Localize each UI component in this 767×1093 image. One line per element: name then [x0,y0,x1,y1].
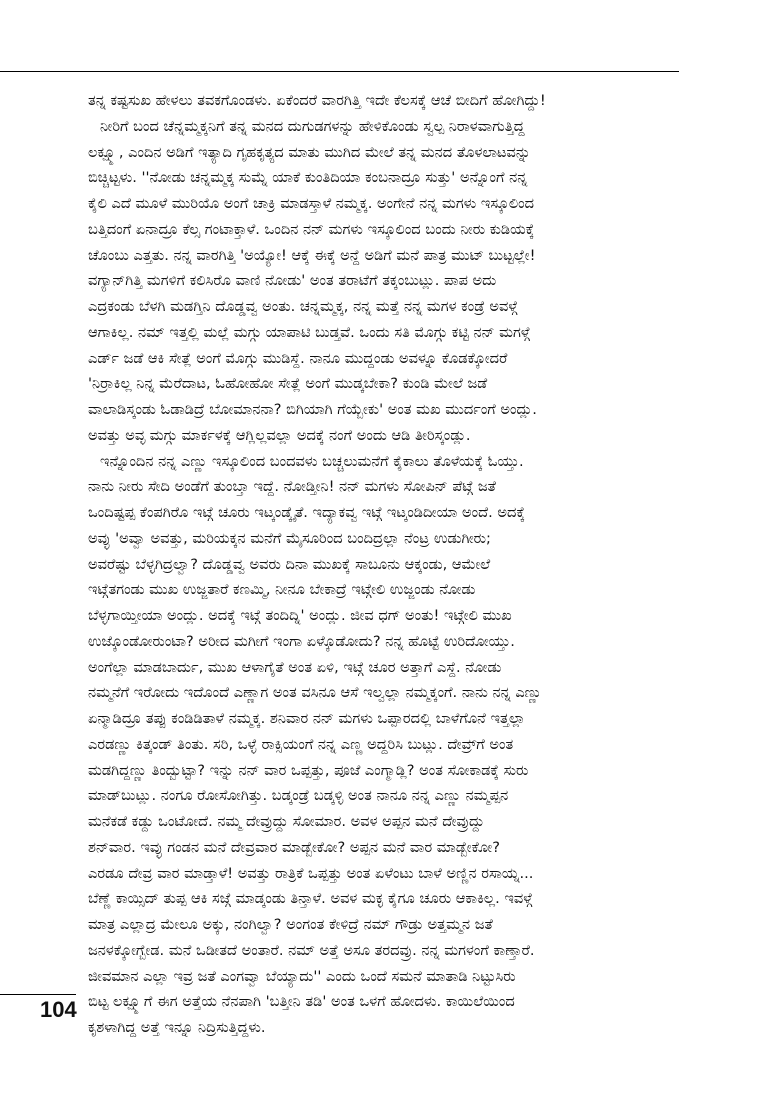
text-line: ಎದ್ರಕಂಡು ಬೆಳಗಿ ಮಡಗ್ತಿನಿ ದೊಡ್ಡವ್ವ ಅಂತು. ಚನ್ನಮ್ಮಕ್ಕ, ನನ್ನ ಮತ್ತೆ ನನ್ನ ಮಗಳ ಕಂಡ್ರೆ ಅವಳ್ಗೆ [88,298,518,315]
text-line: ಬತ್ತಿದಂಗೆ ಏನಾದ್ರೂ ಕೆಲ್ಸ ಗಂಟಾಕ್ತಾಳೆ. ಒಂದಿನ ನನ್ ಮಗಳು ಇಸ್ಕೂಲಿಂದ ಬಂದು ನೀರು ಕುಡಿಯಕ್ಕೆ [88,220,535,238]
text-line: ನಾನು ನೀರು ಸೇದಿ ಅಂಡೆಗೆ ತುಂಬ್ತಾ ಇದ್ದೆ. ನೋಡ್ತೀನಿ! ನನ್ ಮಗಳು ಸೋಪಿನ್ ಪೆಟ್ಗೆ ಜತೆ [88,478,496,496]
text-line: ಮಾಡ್‌ಬುಟ್ಲು. ನಂಗೂ ರೋಸೋಗಿತ್ತು. ಬಡ್ಕಂಡ್ರೆ ಬಡ್ಕಳ್ಳಿ ಅಂತ ನಾನೂ ನನ್ನ ಎಣ್ಣು ನಮ್ಮಪ್ಪನ [88,787,509,805]
header-rule [0,71,679,72]
text-line: ಆಗಾಕಿಲ್ಲ. ನಮ್ ಇತ್ತಲ್ಲಿ ಮಲ್ಲೆ ಮಗ್ಗು ಯಾಪಾಟಿ ಬುಡ್ತವೆ. ಒಂದು ಸತಿ ಮೊಗ್ಗು ಕಟ್ಟಿ ನನ್ ಮಗಳ್ಗೆ [88,323,531,341]
text-line: ಇಟ್ಗೆತಗಂಡು ಮುಖ ಉಜ್ಜತಾರೆ ಕಣಮ್ಮಿ, ನೀನೂ ಬೇಕಾದ್ರೆ ಇಟ್ಗೇಲಿ ಉಜ್ಜಂಡು ನೋಡು [88,581,476,599]
text-line: ವಾಲಾಡಿಸ್ಕಂಡು ಓಡಾಡಿದ್ರೆ ಬೋಮಾನನಾ? ಬಿಗಿಯಾಗಿ ಗೆಯ್ಬೇಕು' ಅಂತ ಮಖ ಮುರ್ದಂಗೆ ಅಂದ್ಲು. [88,401,537,418]
text-line: ತನ್ನ ಕಷ್ಟಸುಖ ಹೇಳಲು ತವಕಗೊಂಡಳು. ಏಕೆಂದರೆ ವಾರಗಿತ್ತಿ ಇದೇ ಕೆಲಸಕ್ಕೆ ಆಚೆ ಬೀದಿಗೆ ಹೋಗಿದ್ದು! [88,92,546,109]
text-line: ಚೊಂಬು ಎತ್ತತು. ನನ್ನ ವಾರಗಿತ್ತಿ 'ಅಯ್ಯೋ! ಆಕ್ಕೆ ಈಕ್ಕೆ ಅನ್ದೆ ಅಡಿಗೆ ಮನೆ ಪಾತ್ರ ಮುಟ್ ಬುಟ್ಟಲ್ಲೇ! [88,246,536,264]
text-line: ಬಿಚ್ಚಿಟ್ಟಳು. ''ನೋಡು ಚನ್ನಮ್ಮಕ್ಕ ಸುಮ್ನೆ ಯಾಕೆ ಕುಂತಿದಿಯಾ ಕಂಬನಾದ್ರೂ ಸುತ್ತು' ಅನ್ನೊಂಗೆ ನನ್ನ [88,169,528,187]
text-line: ಜನಳಕ್ಕೋಗ್ಬೇಡ. ಮನೆ ಒಡೀತದೆ ಅಂತಾರೆ. ನಮ್ ಅತ್ತೆ ಅಸೂ ತರದವ್ರು. ನನ್ನ ಮಗಳಂಗೆ ಕಾಣ್ತಾರೆ. [88,941,535,959]
text-line: ಬೆಳ್ಳಗಾಯ್ತೀಯಾ ಅಂದ್ಲು. ಅದಕ್ಕೆ ಇಟ್ಗೆ ತಂದಿದ್ನಿ' ಅಂದ್ಲು. ಜೀವ ಧಗ್ ಅಂತು! ಇಟ್ಗೇಲಿ ಮುಖ [88,607,512,624]
text-line: ಜೀವಮಾನ ಎಲ್ಲಾ ಇವ್ರ ಜತೆ ಎಂಗವ್ವಾ ಬೆಯ್ಯಾದು'' ಎಂದು ಒಂದೆ ಸಮನೆ ಮಾತಾಡಿ ನಿಟ್ಟುಸಿರು [88,967,516,985]
footer-rule [0,994,76,995]
text-line: ಅವರೆಷ್ಟು ಬೆಳ್ಳಗಿದ್ರಲ್ವಾ? ದೊಡ್ಡವ್ವ ಅವರು ದಿನಾ ಮುಖಕ್ಕೆ ಸಾಬೂನು ಆಕ್ಕಂಡು, ಆಮೇಲೆ [88,555,491,573]
text-line: ನಮ್ಮನೆಗೆ ಇರೋದು ಇದೊಂದೆ ಎಣ್ಣಾಗ ಅಂತ ವಸಿನೂ ಆಸೆ ಇಲ್ವಲ್ಲಾ ನಮ್ಮಕ್ಕಂಗೆ. ನಾನು ನನ್ನ ಎಣ್ಣು [88,684,542,702]
text-line: ಏನ್ಮಾಡಿದ್ರೂ ತಪ್ಪು ಕಂಡಿಡಿತಾಳೆ ನಮ್ಮಕ್ಕ. ಶನಿವಾರ ನನ್ ಮಗಳು ಒಪ್ಪಾರದಲ್ಲಿ ಬಾಳೆಗೊನೆ ಇತ್ತಲ್ಲಾ [88,710,526,727]
text-line: ಬೆಣ್ಣೆ ಕಾಯ್ಸಿದ್ ತುಪ್ಪ ಆಕಿ ಸಜ್ಗೆ ಮಾಡ್ಕಂಡು ತಿನ್ತಾಳೆ. ಅವಳ ಮಕ್ಳ ಕೈಗೂ ಚೂರು ಆಕಾಕಿಲ್ಲ. ಇವಳ್ಗೆ [88,890,533,908]
text-line: ಮಾತ್ರ ಎಲ್ಲಾದ್ರ ಮೇಲೂ ಅಕ್ಕು, ನಂಗಿಲ್ವಾ? ಅಂಗಂತ ಕೇಳಿದ್ರೆ ನಮ್ ಗೌಡ್ರು ಅತ್ತಮ್ಮನ ಜತೆ [88,916,493,933]
text-line: 'ನಿರ್ರಾಕಿಲ್ಲ ನಿನ್ನ ಮೆರೆದಾಟ, ಓಹೋಹೋ ಸೇತ್ಲೆ ಅಂಗೆ ಮುಡ್ಕಬೇಕಾ? ಕುಂಡಿ ಮೇಲೆ ಜಡೆ [88,375,488,393]
text-line: ಮಡಗಿದ್ದಣ್ಣು ತಿಂದ್ಬುಟ್ಟಾ? ಇನ್ನು ನನ್ ವಾರ ಒಪ್ಪತ್ತು, ಪೂಜೆ ಎಂಗ್ಮಾಡ್ಲಿ? ಅಂತ ಸೋಕಾಡಕ್ಕೆ ಸುರು [88,761,529,779]
text-line: ಅಂಗೆಲ್ಲಾ ಮಾಡಬಾರ್ದು, ಮುಖ ಆಳಾಗೈತೆ ಅಂತ ಏಳಿ, ಇಟ್ಗೆ ಚೂರ ಅತ್ತಾಗೆ ಎಸ್ದೆ. ನೋಡು [88,658,502,676]
text-line: ಇನ್ನೊಂದಿನ ನನ್ನ ಎಣ್ಣು ಇಸ್ಕೂಲಿಂದ ಬಂದವಳು ಬಚ್ಚಲುಮನೆಗೆ ಕೈಕಾಲು ತೊಳೆಯಕ್ಕೆ ಓಯ್ತು. [100,452,524,470]
text-line: ನೀರಿಗೆ ಬಂದ ಚೆನ್ನಮ್ಮಕ್ಕನಿಗೆ ತನ್ನ ಮನದ ದುಗುಡಗಳನ್ನು ಹೇಳಿಕೊಂಡು ಸ್ವಲ್ಪ ನಿರಾಳವಾಗುತ್ತಿದ್ದ [100,117,525,135]
text-line: ಎರಡೂ ದೇವ್ರ ವಾರ ಮಾಡ್ತಾಳೆ! ಅವತ್ತು ರಾತ್ರಿಕೆ ಒಪ್ಪತ್ತು ಅಂತ ಏಳೆಂಟು ಬಾಳೆ ಅಣ್ಣಿನ ರಸಾಯ್ನ... [88,864,534,882]
text-line: ಅವ್ಳು 'ಅವ್ವಾ ಅವತ್ತು, ಮರಿಯಕ್ಕನ ಮನೆಗೆ ಮೈಸೂರಿಂದ ಬಂದಿದ್ರಲ್ಲಾ ನೆಂಟ್ರ ಉಡುಗೀರು; [88,529,491,547]
text-line: ಎರಡಣ್ಣು ಕಿತ್ಕಂಡ್ ತಿಂತು. ಸರಿ, ಒಳ್ಳೆ ರಾಕ್ಸಿಯಂಗೆ ನನ್ನ ಎಣ್ಣ ಅದ್ದರಿಸಿ ಬುಟ್ಲು. ದೇವ್ರ್‌ಗೆ ಅಂತ [88,735,514,753]
text-line: ಮನೆಕಡೆ ಕಡ್ದು ಒಂಟೋದೆ. ನಮ್ಮ ದೇವ್ರುದ್ದು ಸೋಮಾರ. ಅವಳ ಅಪ್ಪನ ಮನೆ ದೇವ್ರುದ್ದು [88,813,485,830]
text-line: ವಗ್ಯಾನ್‌ಗಿತ್ತಿ ಮಗಳಿಗೆ ಕಲಿಸಿರೊ ವಾಣಿ ನೋಡು' ಅಂತ ತರಾಟೆಗೆ ತಕ್ಕಂಬುಟ್ಲು. ಪಾಪ ಅದು [88,272,497,290]
text-line: ಲಕ್ಷ್ಮೂ, ಎಂದಿನ ಅಡಿಗೆ ಇತ್ಯಾದಿ ಗೃಹಕೃತ್ಯದ ಮಾತು ಮುಗಿದ ಮೇಲೆ ತನ್ನ ಮನದ ತೊಳಲಾಟವನ್ನು [88,143,531,161]
text-line: ಎರ್ಡ್ ಜಡೆ ಆಕಿ ಸೇತ್ಲೆ ಅಂಗೆ ಮೊಗ್ಗು ಮುಡಿಸ್ದೆ. ನಾನೂ ಮುದ್ದಂಡು ಅವಳ್ನೂ ಕೊಡಕ್ಕೋದರೆ [88,349,508,367]
text-line: ಶನ್‌ವಾರ. ಇವ್ಳು ಗಂಡನ ಮನೆ ದೇವ್ರವಾರ ಮಾಡ್ಬೇಕೋ? ಅಪ್ಪನ ಮನೆ ವಾರ ಮಾಡ್ಬೇಕೋ? [88,838,500,856]
story-text [88,88,680,1041]
text-line: ಕೃಶಳಾಗಿದ್ದ ಅತ್ತೆ ಇನ್ನೂ ನಿದ್ರಿಸುತ್ತಿದ್ದಳು. [88,1019,266,1036]
text-line: ಉಜ್ಕೊಂಡೋರುಂಟಾ? ಅರೀದ ಮಗೀಗೆ ಇಂಗಾ ಏಳ್ಕೊಡೋದು? ನನ್ನ ಹೊಟ್ಟೆ ಉರಿದೋಯ್ತು. [88,632,515,650]
text-line: ಬಿಟ್ಟ ಲಕ್ಷ್ಮೂಗೆ ಈಗ ಅತ್ತೆಯ ನೆನಪಾಗಿ 'ಬತ್ತೀನಿ ತಡಿ' ಅಂತ ಒಳಗೆ ಹೋದಳು. ಕಾಯಿಲೆಯಿಂದ [88,993,515,1011]
text-line: ಅವತ್ತು ಅವ್ಳ ಮಗ್ಗು ಮಾರ್ಕಳಕ್ಕೆ ಆಗ್ಲಿಲ್ಲವಲ್ಲಾ ಅದಕ್ಕೆ ನಂಗೆ ಅಂದು ಆಡಿ ತೀರಿಸ್ಕಂಡ್ಲು. [88,426,471,444]
text-line: ಕೈಲಿ ಎದೆ ಮೂಳೆ ಮುರಿಯೊ ಅಂಗೆ ಚಾಕ್ರಿ ಮಾಡಸ್ತಾಳೆ ನಮ್ಮಕ್ಕ. ಅಂಗೇನೆ ನನ್ನ ಮಗಳು ಇಸ್ಕೂಲಿಂದ [88,195,535,212]
text-line: ಒಂದಿಷ್ಟಪ್ಪ ಕೆಂಪಗಿರೊ ಇಟ್ಗೆ ಚೂರು ಇಟ್ಕಂಡ್ಕೈತೆ. ಇದ್ಯಾಕವ್ವ ಇಟ್ಗೆ ಇಟ್ಕಂಡಿದೀಯಾ ಅಂದೆ. ಅದಕ್ಕೆ [88,504,525,521]
page-number: 104 [40,997,77,1022]
